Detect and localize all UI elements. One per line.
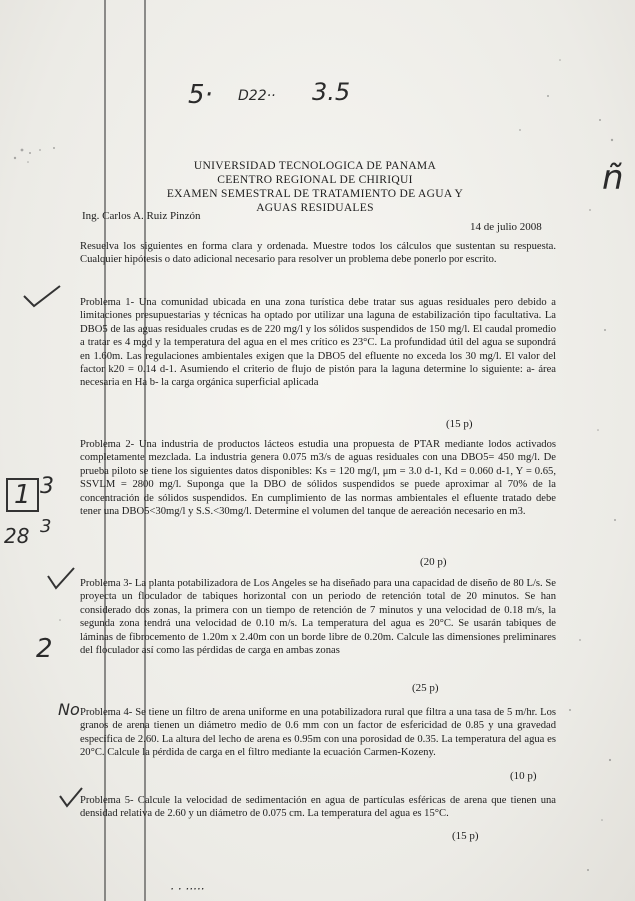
problem-label: Problema 4- [80,707,133,718]
handwritten-note-c: 3.5 [312,78,351,106]
footer-scribble: · · ····· [170,882,205,896]
problem-label: Problema 3- [80,578,133,589]
header-university: UNIVERSIDAD TECNOLOGICA DE PANAMA [193,160,437,172]
handwritten-left-num-6: No [58,700,80,719]
checkmark-icon [46,566,76,592]
checkmark-icon [22,284,62,308]
problem-points: (20 p) [420,556,447,568]
problem-label: Problema 1- [80,297,135,308]
problem-points: (15 p) [446,418,473,430]
handwritten-left-num-3: 28 [4,524,30,548]
problem-points: (10 p) [510,770,537,782]
exam-date: 14 de julio 2008 [470,221,542,233]
problem-5 [80,794,556,821]
problem-3 [80,577,556,657]
problem-text: Una industria de productos lácteos estudia una propuesta de PTAR mediante lodos activados completamente mezclada. La industria genera 0.075 m3/s de aguas residuales con una DBO5= 450 mg/l. De prueba piloto se tiene los siguientes datos disponibles: Ks = 120 mg/l, μm = 3.0 d-1, Kd = 0.060 d-1, Y = 0.65, SSVLM = 2800 mg/l. Suponga que la DBO de sólidos suspendidos se puede aproximar al 70% de la concentración de sólidos suspendidos. En cumplimiento de las normas ambientales el efluente tratado debe tener una DBO5<30mg/l y S.S.<30mg/l. Determine el volumen del tanque de aereación necesario en m3. [80,439,557,518]
header-campus: CEENTRO REGIONAL DE CHIRIQUI [217,174,413,186]
problem-label: Problema 2- [80,439,135,450]
handwritten-note-b: D22·· [238,88,276,104]
header-exam-subtitle: AGUAS RESIDUALES [256,202,374,214]
handwritten-left-num-2: 3 [40,474,54,499]
problem-text: Se tiene un filtro de arena uniforme en una potabilizadora rural que filtra a una tasa de 5 m/hr. Los granos de arena tienen un diámetro medio de 0.6 mm con un factor de esfericidad de 0.85 y una gravedad específica de 2.60. La altura del lecho de arena es 0.95m con una porosidad de 0.35. La temperatura del agua es 20°C. Calcule la pérdida de carga en el filtro mediante la ecuación Carmen-Kozeny. [80,707,556,759]
problem-points: (15 p) [452,830,479,842]
header-exam-title: EXAMEN SEMESTRAL DE TRATAMIENTO DE AGUA Y [166,188,464,200]
problem-1 [80,296,556,390]
instructions: Resuelva los siguientes en forma clara y ordenada. Muestre todos los cálculos que sustentan su respuesta. Cualquier hipótesis o dato adicional necesario para resolver un problema debe ponerlo por escrito. [80,241,556,266]
problem-2 [80,438,556,518]
handwritten-left-num-4: 3 [40,516,52,537]
problem-points: (25 p) [412,682,439,694]
author: Ing. Carlos A. Ruiz Pinzón [82,210,201,222]
handwritten-left-num-1: 1 [6,478,39,512]
handwritten-left-num-5: 2 [36,634,53,664]
problem-label: Problema 5- [80,795,134,806]
problem-text: La planta potabilizadora de Los Angeles se ha diseñado para una capacidad de diseño de 80 L/s. Se proyecta un floculador de tabiques horizontal con un periodo de retención total de 20 minutos. Se han considerado dos zonas, la primera con un tiempo de retención de 7 minutos y una velocidad de 0.18 m/s, la segunda zona tendrá una velocidad de 0.10 m/s. La temperatura del agua es 20°C. Se usarán tabiques de láminas de fibrocemento de 1.20m x 2.40m con un borde libre de 0.20m. Calcule las dimensiones preliminares del floculador así como las pérdidas de carga en ambas zonas [80,578,556,657]
problem-text: Calcule la velocidad de sedimentación en agua de partículas esféricas de arena que tienen una densidad relativa de 2.60 y un diámetro de 0.075 cm. La temperatura del agua es 15°C. [80,795,556,820]
handwritten-right-mark: ñ [602,158,624,198]
problem-text: Una comunidad ubicada en una zona turística debe tratar sus aguas residuales pero debido a limitaciones presupuestarias y técnicas ha optado por utilizar una laguna de estabilización tipo facultativa. La DBO5 de las aguas residuales crudas es de 220 mg/l y los sólidos suspendidos de 150 mg/l. El caudal promedio a tratar es 4 mgd y la temperatura del agua en el mes crítico es 23°C. La profundidad útil del agua se supondrá en 1.60m. Las regulaciones ambientales exigen que la DBO5 del efluente no exceda los 30 mg/l. El valor del factor k20 = 0.14 d-1. Asumiendo el criterio de flujo de pistón para la laguna determine lo siguiente: a- área necesaria en Ha b- la carga orgánica superficial aplicada [80,297,556,389]
handwritten-note-a: 5· [188,80,213,110]
problem-4 [80,706,556,760]
